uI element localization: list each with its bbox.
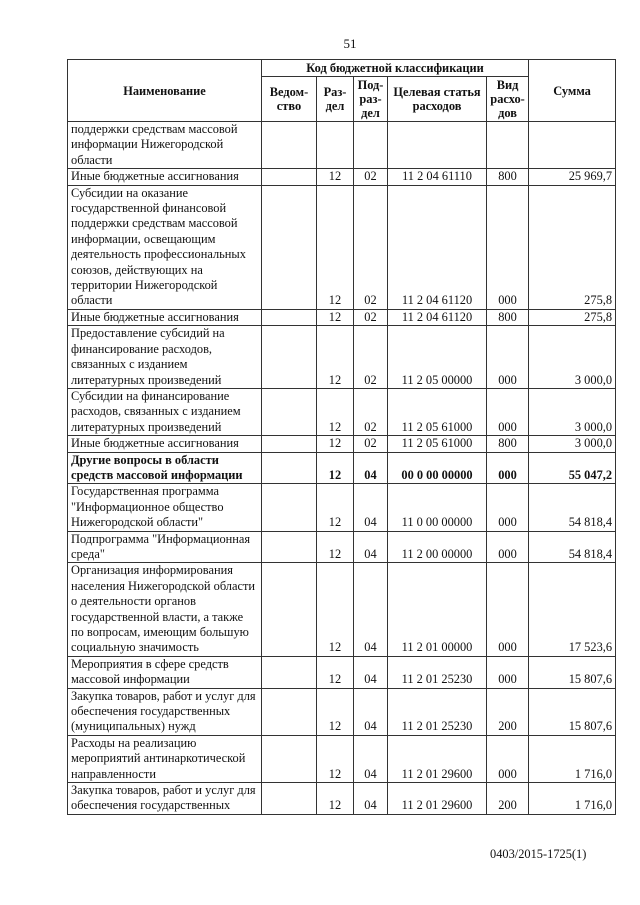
cell-section: 12 — [317, 388, 354, 435]
cell-target-article: 11 2 05 61000 — [388, 436, 487, 452]
cell-target-article: 11 2 00 00000 — [388, 531, 487, 563]
cell-subsection: 04 — [354, 452, 388, 484]
cell-target-article: 11 2 01 25230 — [388, 656, 487, 688]
cell-target-article: 00 0 00 00000 — [388, 452, 487, 484]
table-body — [68, 122, 616, 815]
cell-sum: 3 000,0 — [529, 388, 616, 435]
cell-subsection: 04 — [354, 688, 388, 735]
cell-subsection: 02 — [354, 326, 388, 389]
cell-expense-type: 000 — [487, 563, 529, 656]
cell-section: 12 — [317, 783, 354, 815]
cell-target-article: 11 2 04 61120 — [388, 309, 487, 325]
table-row — [68, 169, 616, 185]
cell-target-article: 11 2 01 29600 — [388, 735, 487, 782]
cell-name: Организация информирования населения Нижегородской области о деятельности органов государственной власти, а также по вопросам, имеющим большую социальную значимость — [68, 563, 262, 656]
cell-department — [262, 688, 317, 735]
cell-section: 12 — [317, 484, 354, 531]
cell-name: Субсидии на финансирование расходов, связанных с изданием литературных произведений — [68, 388, 262, 435]
cell-sum: 17 523,6 — [529, 563, 616, 656]
cell-section: 12 — [317, 563, 354, 656]
cell-department — [262, 436, 317, 452]
header-target-article: Целевая статья расходов — [388, 77, 487, 122]
cell-section: 12 — [317, 326, 354, 389]
budget-table — [67, 59, 616, 815]
cell-name: Иные бюджетные ассигнования — [68, 169, 262, 185]
cell-department — [262, 185, 317, 309]
cell-section: 12 — [317, 735, 354, 782]
cell-department — [262, 452, 317, 484]
cell-expense-type: 000 — [487, 326, 529, 389]
table-row — [68, 783, 616, 815]
cell-sum: 15 807,6 — [529, 656, 616, 688]
cell-sum: 3 000,0 — [529, 326, 616, 389]
document-code: 0403/2015-1725(1) — [490, 847, 587, 861]
cell-department — [262, 309, 317, 325]
table-row — [68, 436, 616, 452]
cell-name: Расходы на реализацию мероприятий антинаркотической направленности — [68, 735, 262, 782]
cell-subsection: 02 — [354, 169, 388, 185]
cell-name: Подпрограмма "Информационная среда" — [68, 531, 262, 563]
cell-subsection: 04 — [354, 656, 388, 688]
cell-sum: 15 807,6 — [529, 688, 616, 735]
table-row — [68, 735, 616, 782]
cell-target-article: 11 2 04 61120 — [388, 185, 487, 309]
table-row — [68, 452, 616, 484]
cell-subsection: 02 — [354, 309, 388, 325]
cell-subsection: 04 — [354, 484, 388, 531]
cell-expense-type — [487, 122, 529, 169]
cell-name: Государственная программа "Информационное общество Нижегородской области" — [68, 484, 262, 531]
table-row — [68, 531, 616, 563]
cell-department — [262, 656, 317, 688]
cell-sum: 3 000,0 — [529, 436, 616, 452]
cell-section: 12 — [317, 656, 354, 688]
cell-sum: 1 716,0 — [529, 783, 616, 815]
cell-expense-type: 000 — [487, 452, 529, 484]
cell-target-article: 11 2 05 61000 — [388, 388, 487, 435]
cell-expense-type: 200 — [487, 688, 529, 735]
cell-name: Иные бюджетные ассигнования — [68, 436, 262, 452]
cell-subsection: 02 — [354, 436, 388, 452]
cell-section: 12 — [317, 436, 354, 452]
cell-section: 12 — [317, 452, 354, 484]
cell-department — [262, 531, 317, 563]
cell-target-article: 11 2 04 61110 — [388, 169, 487, 185]
cell-section — [317, 122, 354, 169]
cell-sum: 54 818,4 — [529, 484, 616, 531]
cell-sum: 1 716,0 — [529, 735, 616, 782]
cell-name: Иные бюджетные ассигнования — [68, 309, 262, 325]
cell-department — [262, 326, 317, 389]
cell-sum: 55 047,2 — [529, 452, 616, 484]
cell-name: Предоставление субсидий на финансирование расходов, связанных с изданием литературных произведений — [68, 326, 262, 389]
cell-target-article — [388, 122, 487, 169]
cell-department — [262, 484, 317, 531]
cell-name: Другие вопросы в области средств массовой информации — [68, 452, 262, 484]
cell-expense-type: 800 — [487, 309, 529, 325]
cell-department — [262, 388, 317, 435]
header-subsection: Под-раз-дел — [354, 77, 388, 122]
table-row — [68, 309, 616, 325]
cell-sum — [529, 122, 616, 169]
cell-subsection: 04 — [354, 531, 388, 563]
cell-target-article: 11 2 01 29600 — [388, 783, 487, 815]
cell-department — [262, 735, 317, 782]
table-header — [68, 60, 616, 122]
table-row — [68, 388, 616, 435]
cell-section: 12 — [317, 531, 354, 563]
cell-sum: 275,8 — [529, 309, 616, 325]
table-row — [68, 563, 616, 656]
cell-expense-type: 800 — [487, 436, 529, 452]
cell-department — [262, 783, 317, 815]
cell-subsection — [354, 122, 388, 169]
cell-subsection: 04 — [354, 563, 388, 656]
header-department: Ведом-ство — [262, 77, 317, 122]
table-row — [68, 484, 616, 531]
cell-subsection: 02 — [354, 388, 388, 435]
cell-subsection: 02 — [354, 185, 388, 309]
header-name: Наименование — [68, 60, 262, 122]
cell-expense-type: 000 — [487, 185, 529, 309]
header-section: Раз-дел — [317, 77, 354, 122]
table-row — [68, 122, 616, 169]
cell-section: 12 — [317, 309, 354, 325]
cell-sum: 54 818,4 — [529, 531, 616, 563]
cell-expense-type: 000 — [487, 388, 529, 435]
cell-department — [262, 563, 317, 656]
cell-section: 12 — [317, 688, 354, 735]
cell-target-article: 11 2 01 25230 — [388, 688, 487, 735]
cell-expense-type: 000 — [487, 735, 529, 782]
cell-target-article: 11 2 05 00000 — [388, 326, 487, 389]
cell-section: 12 — [317, 185, 354, 309]
cell-sum: 25 969,7 — [529, 169, 616, 185]
header-sum: Сумма — [529, 60, 616, 122]
cell-department — [262, 122, 317, 169]
cell-sum: 275,8 — [529, 185, 616, 309]
header-expense-type: Вид расхо-дов — [487, 77, 529, 122]
cell-expense-type: 000 — [487, 531, 529, 563]
cell-expense-type: 000 — [487, 484, 529, 531]
cell-expense-type: 200 — [487, 783, 529, 815]
cell-section: 12 — [317, 169, 354, 185]
table-row — [68, 326, 616, 389]
cell-name: Закупка товаров, работ и услуг для обеспечения государственных (муниципальных) нужд — [68, 688, 262, 735]
cell-name: Закупка товаров, работ и услуг для обеспечения государственных — [68, 783, 262, 815]
cell-subsection: 04 — [354, 735, 388, 782]
table-row — [68, 656, 616, 688]
table-row — [68, 185, 616, 309]
cell-name: поддержки средствам массовой информации Нижегородской области — [68, 122, 262, 169]
cell-subsection: 04 — [354, 783, 388, 815]
header-classification-code: Код бюджетной классификации — [262, 60, 529, 77]
page-number: 51 — [343, 36, 357, 51]
table-row — [68, 688, 616, 735]
cell-name: Мероприятия в сфере средств массовой информации — [68, 656, 262, 688]
cell-expense-type: 000 — [487, 656, 529, 688]
cell-name: Субсидии на оказание государственной финансовой поддержки средствам массовой информации, освещающим деятельность профессиональных союзов, действующих на территории Нижегородской области — [68, 185, 262, 309]
cell-department — [262, 169, 317, 185]
cell-target-article: 11 2 01 00000 — [388, 563, 487, 656]
cell-target-article: 11 0 00 00000 — [388, 484, 487, 531]
cell-expense-type: 800 — [487, 169, 529, 185]
